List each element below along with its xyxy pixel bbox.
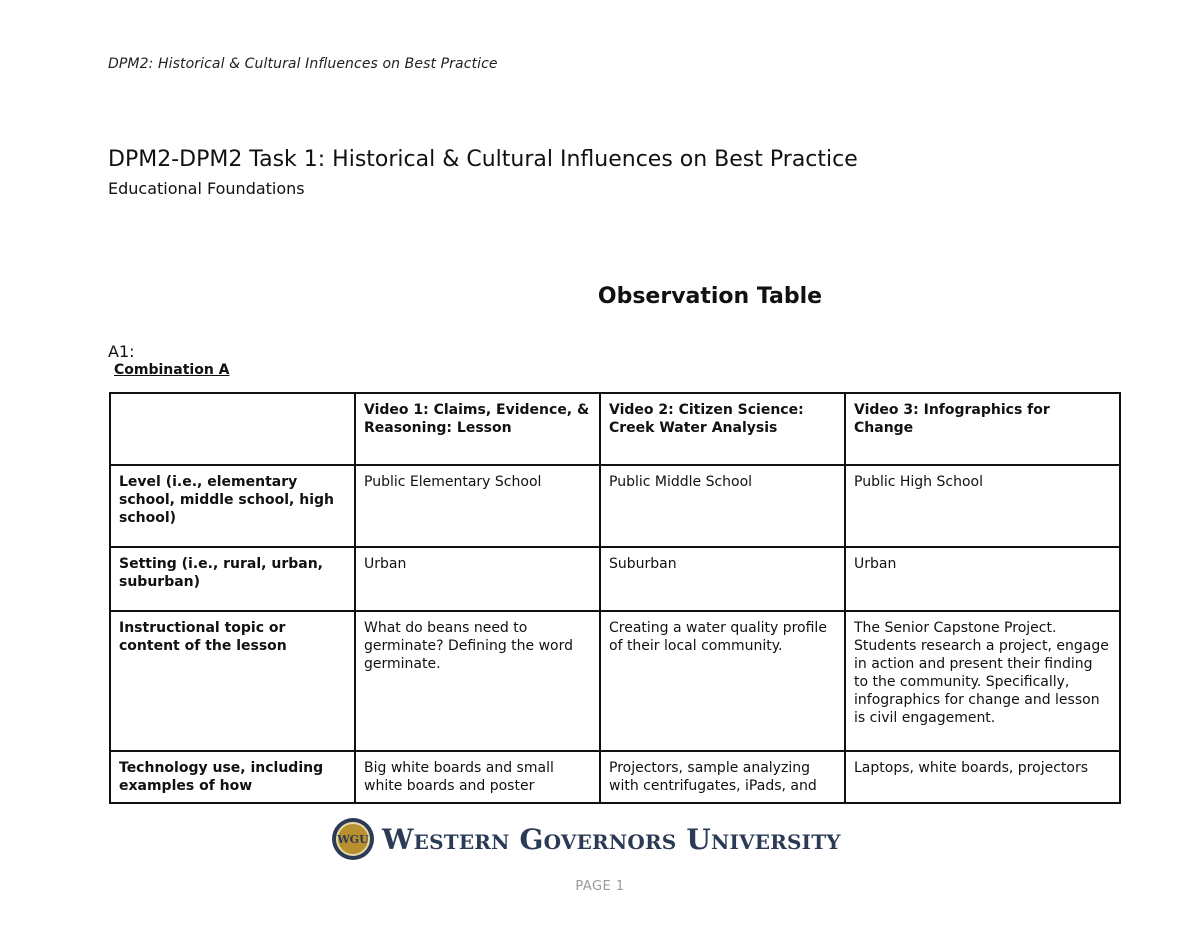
table-cell: Public High School [845, 465, 1120, 547]
wgu-seal-text: WGU [336, 822, 370, 856]
running-header: DPM2: Historical & Cultural Influences on Best Practice [108, 56, 498, 72]
header-video-2-text: Video 2: Citizen Science: Creek Water Analysis [609, 402, 804, 436]
row-label-level: Level (i.e., elementary school, middle school, high school) [110, 465, 355, 547]
header-cell-video-2 [600, 393, 845, 465]
page-number: PAGE 1 [575, 879, 625, 894]
table-row [110, 547, 1120, 611]
table-cell: Public Middle School [600, 465, 845, 547]
table-cell: Laptops, white boards, projectors [845, 751, 1120, 803]
header-video-3-text: Video 3: Infographics for Change [854, 402, 1050, 436]
table-title: Observation Table [597, 284, 823, 309]
document-subtitle: Educational Foundations [108, 179, 305, 198]
wgu-wordmark: Western Governors University [382, 822, 841, 856]
table-cell: Creating a water quality profile of their local community. [600, 611, 845, 751]
document-title: DPM2-DPM2 Task 1: Historical & Cultural Influences on Best Practice [108, 147, 858, 172]
table-cell: Urban [355, 547, 600, 611]
observation-table [109, 392, 1121, 804]
wgu-logo [332, 818, 841, 860]
header-cell-video-1 [355, 393, 600, 465]
table-cell: Urban [845, 547, 1120, 611]
table-cell: Suburban [600, 547, 845, 611]
table-cell: The Senior Capstone Project. Students research a project, engage in action and present their finding to the community. Specifically, infographics for change and lesson is civil engagement. [845, 611, 1120, 751]
header-cell-empty [110, 393, 355, 465]
table-row [110, 465, 1120, 547]
combination-label: Combination A [114, 362, 230, 378]
table-cell: Projectors, sample analyzing with centrifugates, iPads, and [600, 751, 845, 803]
row-label-setting: Setting (i.e., rural, urban, suburban) [110, 547, 355, 611]
table-cell: Public Elementary School [355, 465, 600, 547]
wgu-seal-icon [332, 818, 374, 860]
table-header-row [110, 393, 1120, 465]
row-label-technology: Technology use, including examples of how [110, 751, 355, 803]
section-label: A1: [108, 342, 135, 361]
header-video-1-text: Video 1: Claims, Evidence, & Reasoning: Lesson [364, 402, 590, 436]
table-row [110, 611, 1120, 751]
row-label-topic: Instructional topic or content of the lesson [110, 611, 355, 751]
table-row [110, 751, 1120, 803]
header-cell-video-3 [845, 393, 1120, 465]
table-cell: What do beans need to germinate? Defining the word germinate. [355, 611, 600, 751]
table-cell: Big white boards and small white boards and poster [355, 751, 600, 803]
